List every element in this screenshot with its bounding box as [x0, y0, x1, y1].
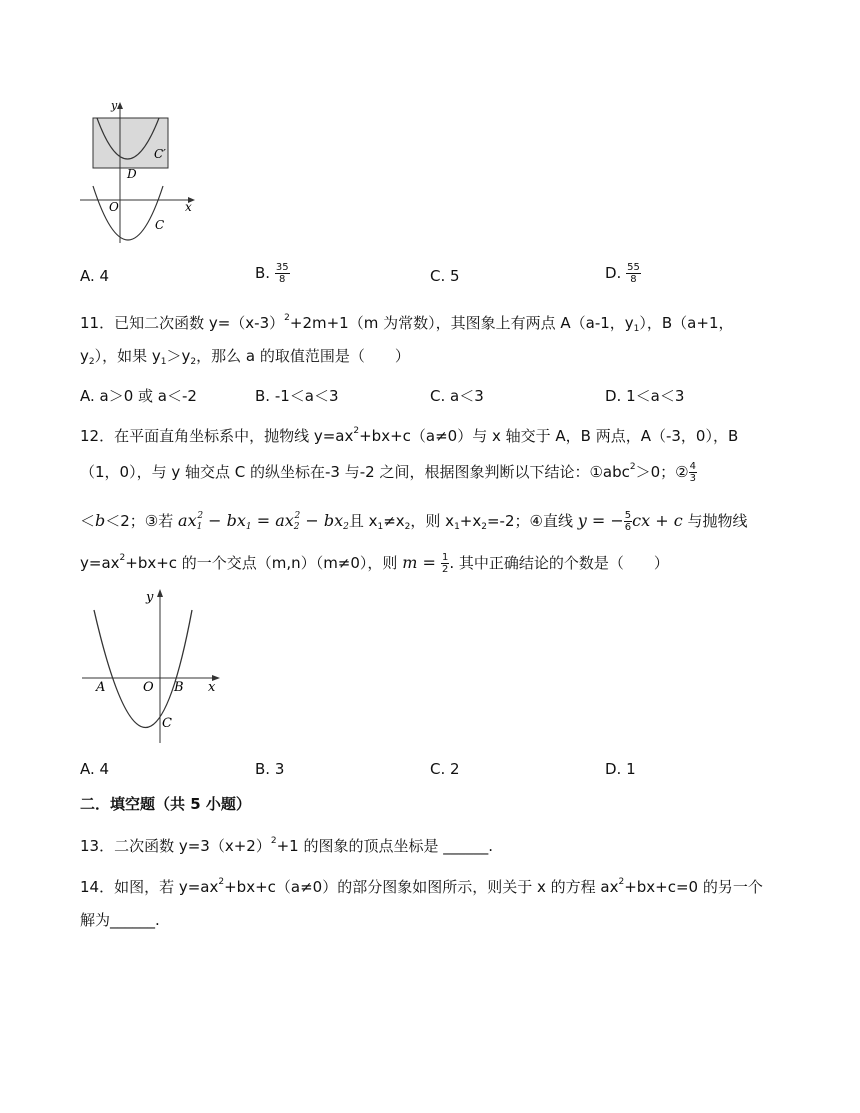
q10-option-d[interactable] [605, 262, 641, 285]
q12-option-b[interactable]: B. 3 [255, 760, 285, 778]
q11-option-b[interactable]: B. -1＜a＜3 [255, 387, 339, 405]
label-y: y [111, 99, 118, 112]
label-o: O [109, 200, 119, 214]
q12-line-1: 12．在平面直角坐标系中，抛物线 $y=ax^2+bx+c(a\ne 0)$与 x 轴交于 A，B 两点，A（-3，0），B [80, 426, 739, 445]
parabola [94, 610, 192, 728]
q11-line-1: 11．已知二次函数 $y=(x-3)^2+2m+1(m$ 为常数），其图象上有两点 A（a-1，$y_1$），B（a+1， [80, 313, 734, 334]
q10-option-a[interactable]: A. 4 [80, 267, 110, 285]
q10-option-c[interactable]: C. 5 [430, 267, 460, 285]
q11-option-c[interactable]: C. a＜3 [430, 387, 484, 405]
q11-option-a[interactable]: A. a＞0 或 a＜-2 [80, 387, 197, 405]
q12-option-d[interactable]: D. 1 [605, 760, 636, 778]
label-c: C [155, 218, 165, 232]
fraction-35-8: $\frac{35}{8}$ [275, 262, 289, 285]
label-c-prime: C′ [154, 147, 166, 161]
q12-option-a[interactable]: A. 4 [80, 760, 110, 778]
q11-line-2: $y_2$），如果 $y_1>y_2$，那么 a 的取值范围是（ ） [80, 347, 410, 367]
label-d: D [127, 167, 137, 181]
fraction-1-2: $\frac{1}{2}$ [441, 552, 449, 575]
q14-line-1: 14．如图，若 $y=ax^2+bx+c(a\ne 0)$的部分图象如图所示，则关于 x 的方程 $ax^2+bx+c=0$ 的另一个 [80, 877, 763, 896]
q12-line-4: $y=ax^2+bx+c$ 的一个交点（m,n）（m≠0），则 m = $\frac{1}{2}$ . 其中正确结论的个数是（ ） [80, 552, 669, 575]
q10-option-b[interactable] [255, 262, 290, 285]
q11-option-d[interactable]: D. 1＜a＜3 [605, 387, 685, 405]
parabola-c [93, 186, 163, 240]
option-b-prefix: B. [255, 264, 271, 282]
label-b: B [174, 680, 184, 695]
label-y: y [146, 590, 154, 605]
q14-line-2: 解为______. [80, 911, 160, 929]
y-arrow-icon [157, 589, 163, 597]
label-x: x [208, 680, 216, 695]
q13-text: 13．二次函数 $y=3(x+2)^2+1$ 的图象的顶点坐标是 ______. [80, 836, 493, 855]
q12-option-c[interactable]: C. 2 [430, 760, 460, 778]
label-c: C [162, 716, 172, 731]
label-x: x [185, 200, 192, 214]
fraction-55-8: $\frac{55}{8}$ [627, 262, 640, 285]
y-arrow-icon [117, 102, 123, 109]
fraction-4-3: $\frac{4}{3}$ [689, 461, 696, 484]
q12-line-2: （1，0），与 y 轴交点 C 的纵坐标在-3 与-2 之间，根据图象判断以下结论：①abc$^2$＞0；② $\frac{4}{3}$ [80, 461, 696, 484]
q12-line-3: ＜b＜2；③若 $ax_1^2 - bx_1 = ax_2^2 - bx_2$且 $x_1\ne x_2$，则 $x_1+x_2=-2$；④直线 y = − $\frac{5}{6}$ cx + c 与抛物线 [80, 510, 748, 533]
q10-figure [75, 98, 205, 248]
q12-figure [78, 585, 228, 745]
label-a: A [96, 680, 106, 695]
label-o: O [143, 680, 154, 695]
fraction-5-6: $\frac{5}{6}$ [624, 510, 632, 533]
section-2-heading: 二．填空题（共 5 小题） [80, 795, 251, 813]
option-d-prefix: D. [605, 264, 622, 282]
